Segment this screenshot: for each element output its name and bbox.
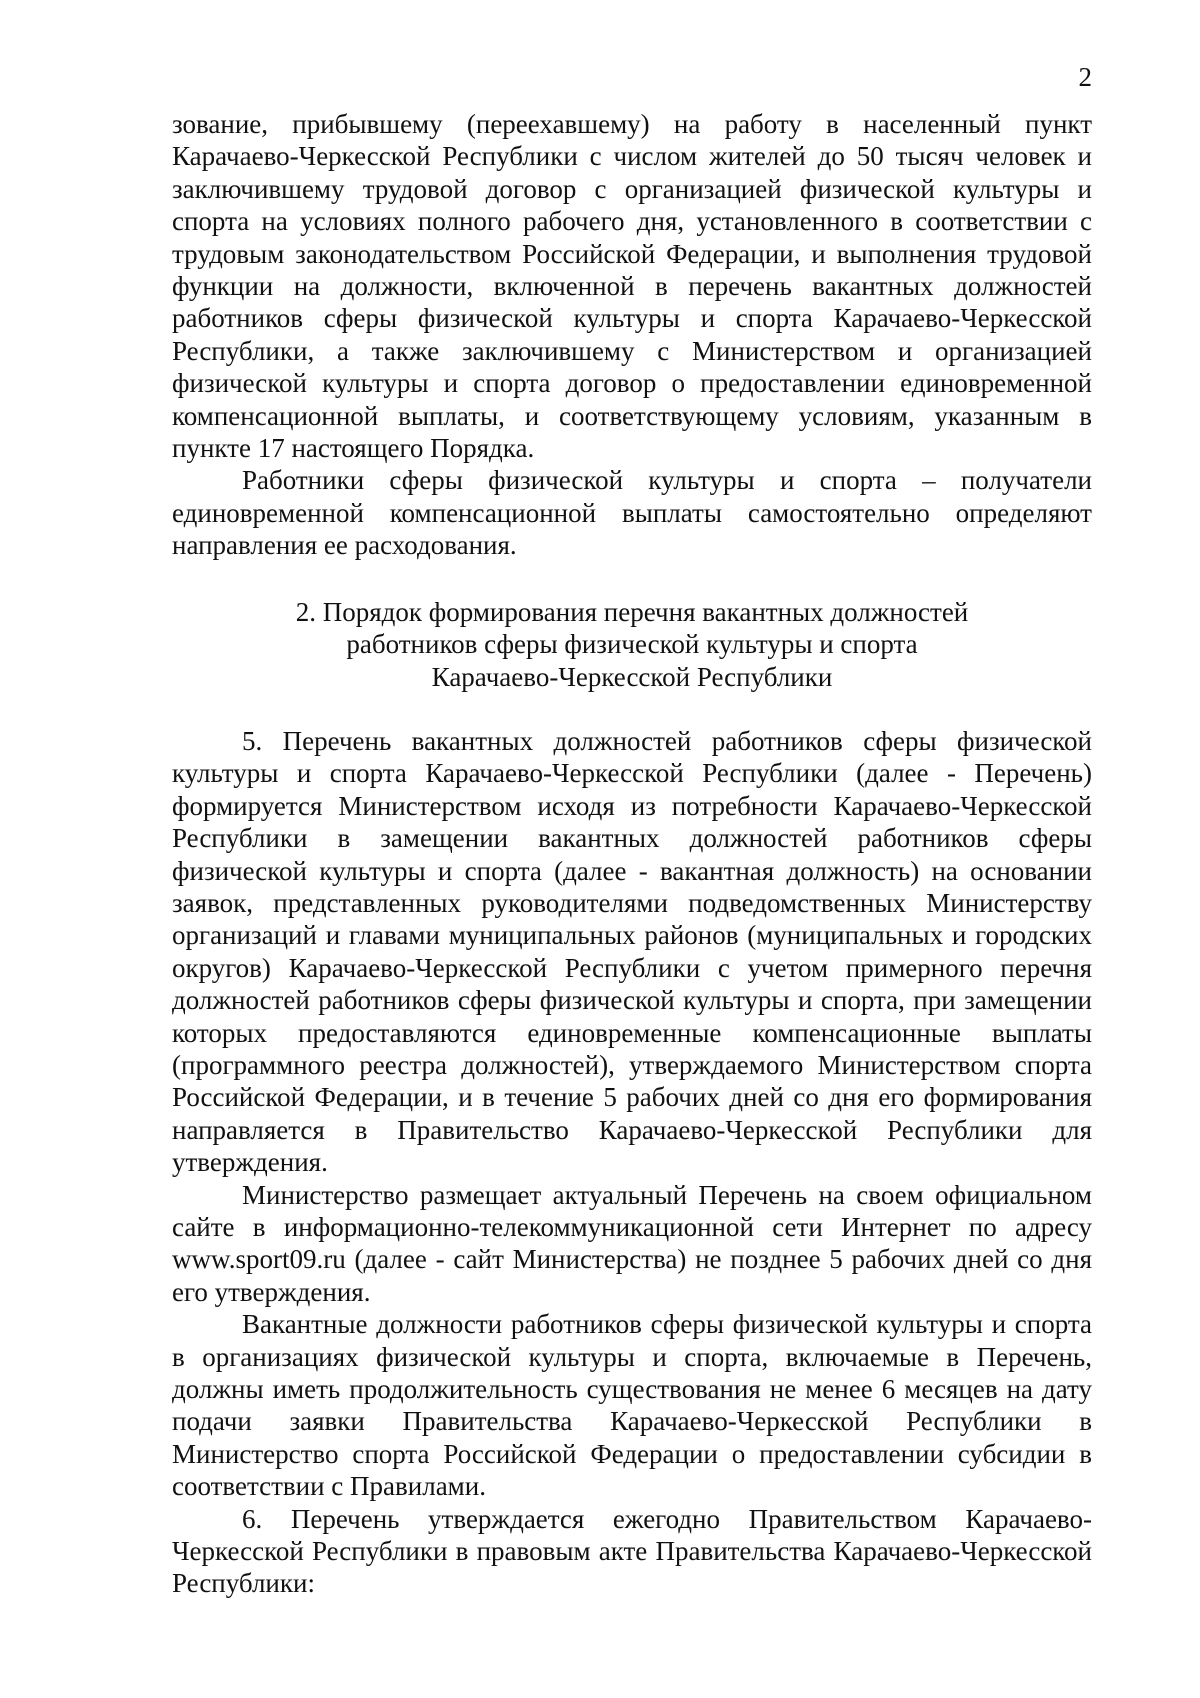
document-body bbox=[172, 108, 1092, 1600]
page-number: 2 bbox=[1078, 62, 1092, 92]
paragraph-item-5: 5. Перечень вакантных должностей работников сферы физической культуры и спорта Карачаево-Черкесской Республики (далее - Перечень) формируется Министерством исходя из потребности Карачаево-Черкесской Республики в замещении вакантных должностей работников сферы физической культуры и спорта (далее - вакантная должность) на основании заявок, представленных руководителями подведомственных Министерству организаций и главами муниципальных районов (муниципальных и городских округов) Карачаево-Черкесской Республики с учетом примерного перечня должностей работников сферы физической культуры и спорта, при замещении которых предоставляются единовременные компенсационные выплаты (программного реестра должностей), утверждаемого Министерством спорта Российской Федерации, и в течение 5 рабочих дней со дня его формирования направляется в Правительство Карачаево-Черкесской Республики для утверждения. bbox=[172, 725, 1092, 1178]
section-heading bbox=[172, 596, 1092, 693]
section-heading-line-2: работников сферы физической культуры и спорта bbox=[346, 629, 918, 660]
paragraph-item-6: 6. Перечень утверждается ежегодно Правительством Карачаево-Черкесской Республики в правовым акте Правительства Карачаево-Черкесской Республики: bbox=[172, 1503, 1092, 1599]
spacer bbox=[172, 562, 1092, 596]
paragraph-continuation: зование, прибывшему (переехавшему) на работу в населенный пункт Карачаево-Черкесской Республики с числом жителей до 50 тысяч человек и заключившему трудовой договор с организацией физической культуры и спорта на условиях полного рабочего дня, установленного в соответствии с трудовым законодательством Российской Федерации, и выполнения трудовой функции на должности, включенной в перечень вакантных должностей работников сферы физической культуры и спорта Карачаево-Черкесской Республики, а также заключившему с Министерством и организацией физической культуры и спорта договор о предоставлении единовременной компенсационной выплаты, и соответствующему условиям, указанным в пункте 17 настоящего Порядка. bbox=[172, 109, 1092, 464]
paragraph-recipients: Работники сферы физической культуры и спорта – получатели единовременной компенсационной выплаты самостоятельно определяют направления ее расходования. bbox=[172, 465, 1092, 561]
paragraph-publication: Министерство размещает актуальный Перечень на своем официальном сайте в информационно-телекоммуникационной сети Интернет по адресу www.sport09.ru (далее - сайт Министерства) не позднее 5 рабочих дней со дня его утверждения. bbox=[172, 1179, 1092, 1307]
section-heading-line-1: 2. Порядок формирования перечня вакантных должностей bbox=[295, 596, 969, 627]
paragraph-vacancy-duration: Вакантные должности работников сферы физической культуры и спорта в организациях физической культуры и спорта, включаемые в Перечень, должны иметь продолжительность существования не менее 6 месяцев на дату подачи заявки Правительства Карачаево-Черкесской Республики в Министерство спорта Российской Федерации о предоставлении субсидии в соответствии с Правилами. bbox=[172, 1309, 1092, 1502]
spacer bbox=[172, 693, 1092, 725]
section-heading-line-3: Карачаево-Черкесской Республики bbox=[431, 661, 833, 692]
